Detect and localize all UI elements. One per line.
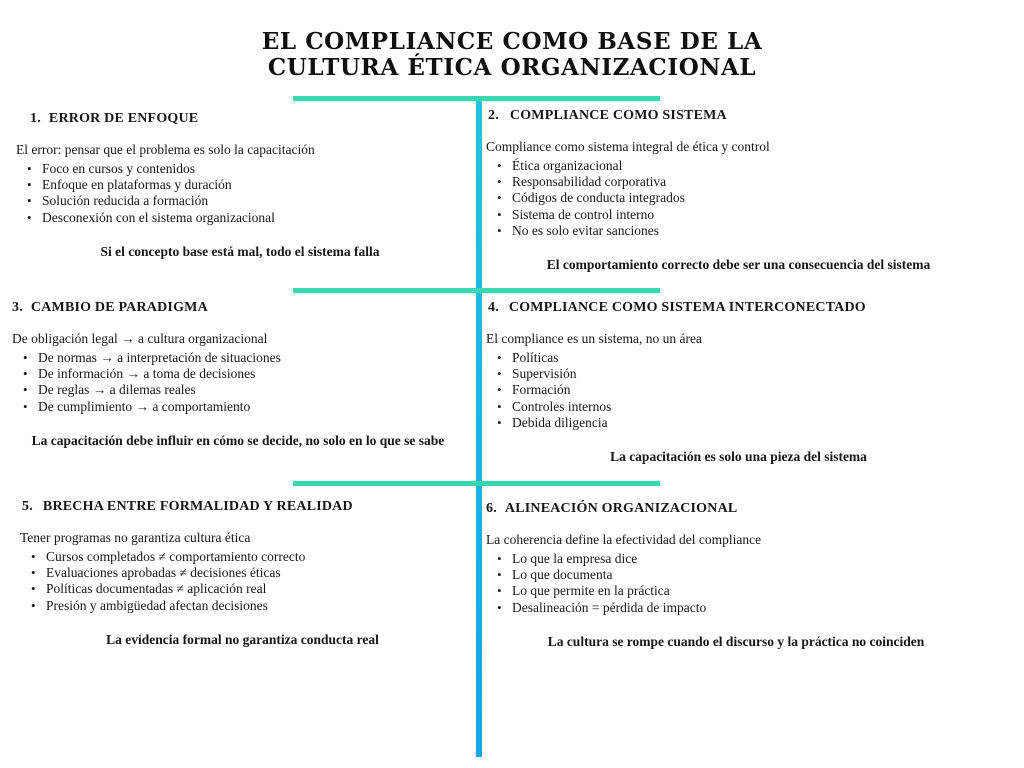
section-number: 1.	[30, 111, 41, 126]
section-number: 6.	[486, 501, 497, 516]
bullet-item: • Supervisión	[495, 366, 991, 382]
section-header	[16, 110, 464, 127]
divider-horizontal-bottom	[293, 481, 660, 486]
section-title: COMPLIANCE COMO SISTEMA	[509, 108, 727, 123]
bullet-list	[20, 549, 465, 614]
section-alineacion-organizacional	[486, 500, 986, 650]
bullet-item: • De información → a toma de decisiones	[21, 366, 464, 382]
bullet-item: • Foco en cursos y contenidos	[25, 161, 464, 177]
bullet-item: • Enfoque en plataformas y duración	[25, 177, 464, 193]
bullet-list	[486, 350, 991, 431]
bullet-item: • Lo que la empresa dice	[495, 551, 986, 567]
section-intro: La coherencia define la efectividad del compliance	[486, 532, 762, 547]
section-header	[486, 500, 986, 517]
section-takeaway: La cultura se rompe cuando el discurso y la práctica no coinciden	[547, 633, 925, 649]
section-number: 2.	[488, 108, 499, 123]
section-takeaway: La evidencia formal no garantiza conducta real	[106, 631, 379, 647]
section-title: ERROR DE ENFOQUE	[48, 111, 199, 126]
section-number: 5.	[22, 499, 33, 514]
section-intro: Tener programas no garantiza cultura ética	[20, 530, 251, 545]
bullet-list	[486, 158, 991, 239]
bullet-item: • No es solo evitar sanciones	[495, 223, 991, 239]
bullet-item: • Debida diligencia	[495, 415, 991, 431]
bullet-item: • Códigos de conducta integrados	[495, 190, 991, 206]
bullet-item: • Políticas documentadas ≠ aplicación real	[29, 581, 465, 597]
bullet-item: • Políticas	[495, 350, 991, 366]
section-number: 3.	[12, 300, 23, 315]
page-title-line-2: CULTURA ÉTICA ORGANIZACIONAL	[267, 53, 757, 81]
bullet-item: • De normas → a interpretación de situaciones	[21, 350, 464, 366]
bullet-item: • De cumplimiento → a comportamiento	[21, 399, 464, 415]
bullet-item: • Responsabilidad corporativa	[495, 174, 991, 190]
section-header	[20, 498, 465, 515]
bullet-list	[12, 350, 464, 415]
section-intro: El error: pensar que el problema es solo la capacitación	[16, 142, 315, 157]
section-title: CAMBIO DE PARADIGMA	[30, 300, 208, 315]
bullet-item: • Lo que documenta	[495, 567, 986, 583]
bullet-item: • De reglas → a dilemas reales	[21, 382, 464, 398]
page-title-line-1: EL COMPLIANCE COMO BASE DE LA	[261, 28, 763, 55]
section-title: COMPLIANCE COMO SISTEMA INTERCONECTADO	[508, 300, 866, 315]
section-takeaway: La capacitación debe influir en cómo se decide, no solo en lo que se sabe	[31, 432, 445, 448]
section-takeaway: Si el concepto base está mal, todo el sistema falla	[100, 243, 380, 259]
bullet-item: • Sistema de control interno	[495, 207, 991, 223]
bullet-item: • Desconexión con el sistema organizacional	[25, 210, 464, 226]
bullet-item: • Evaluaciones aprobadas ≠ decisiones éticas	[29, 565, 465, 581]
bullet-item: • Formación	[495, 382, 991, 398]
section-title: BRECHA ENTRE FORMALIDAD Y REALIDAD	[42, 499, 353, 514]
divider-horizontal-top	[293, 96, 660, 101]
bullet-item: • Lo que permite en la práctica	[495, 583, 986, 599]
bullet-item: • Controles internos	[495, 399, 991, 415]
section-error-de-enfoque	[16, 110, 464, 260]
section-brecha-formalidad-realidad	[20, 498, 465, 648]
section-title: ALINEACIÓN ORGANIZACIONAL	[504, 501, 738, 516]
page-title	[0, 29, 1024, 81]
section-intro: Compliance como sistema integral de ética y control	[486, 139, 770, 154]
section-takeaway: La capacitación es solo una pieza del sistema	[610, 449, 867, 465]
section-intro: El compliance es un sistema, no un área	[486, 331, 702, 346]
bullet-item: • Presión y ambigüedad afectan decisiones	[29, 598, 465, 614]
section-header	[12, 299, 464, 316]
bullet-item: • Solución reducida a formación	[25, 193, 464, 209]
section-compliance-como-sistema	[486, 107, 991, 274]
section-header	[486, 299, 991, 316]
bullet-item: • Desalineación = pérdida de impacto	[495, 600, 986, 616]
bullet-item: • Cursos completados ≠ comportamiento correcto	[29, 549, 465, 565]
divider-vertical	[476, 96, 482, 757]
section-cambio-de-paradigma	[12, 299, 464, 449]
bullet-list	[16, 161, 464, 226]
divider-horizontal-middle	[293, 288, 660, 293]
section-takeaway: El comportamiento correcto debe ser una consecuencia del sistema	[546, 257, 931, 273]
section-compliance-sistema-interconectado	[486, 299, 991, 466]
section-intro: De obligación legal → a cultura organizacional	[12, 331, 268, 346]
bullet-list	[486, 551, 986, 616]
section-header	[486, 107, 991, 124]
section-number: 4.	[488, 300, 499, 315]
bullet-item: • Ética organizacional	[495, 158, 991, 174]
